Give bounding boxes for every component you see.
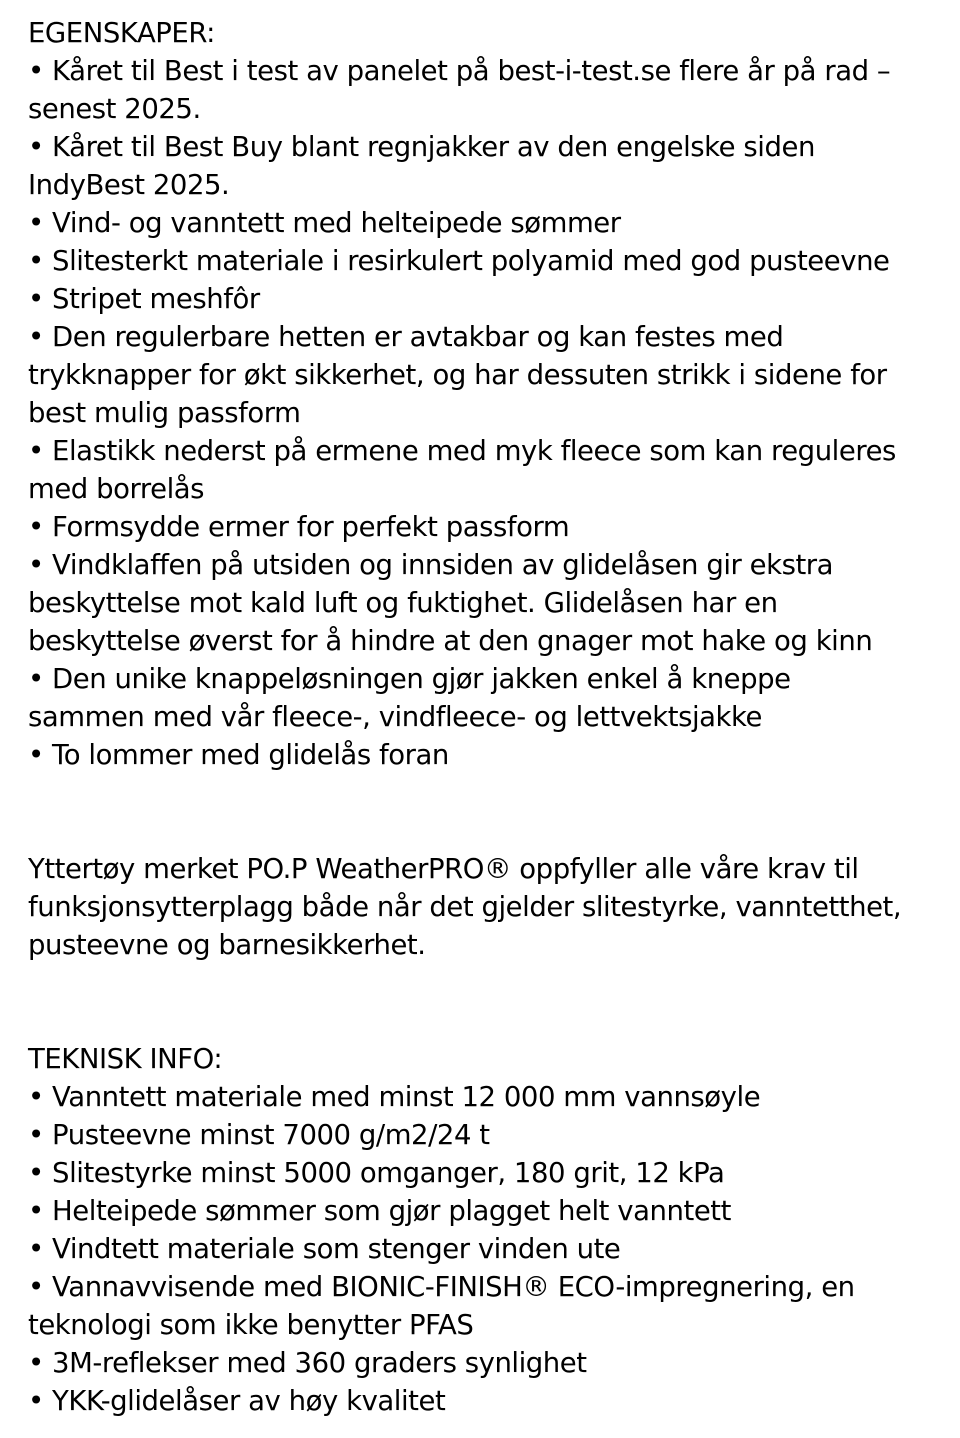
features-line: • Den unike knappeløsningen gjør jakken enkel å kneppe <box>28 663 791 695</box>
features-line: • Elastikk nederst på ermene med myk fleece som kan reguleres <box>28 435 896 467</box>
features-line: beskyttelse øverst for å hindre at den gnager mot hake og kinn <box>28 625 873 657</box>
technical-line: • YKK-glidelåser av høy kvalitet <box>28 1385 446 1417</box>
features-line: • Kåret til Best Buy blant regnjakker av den engelske siden <box>28 131 815 163</box>
features-line: • To lommer med glidelås foran <box>28 739 449 771</box>
features-line: • Slitesterkt materiale i resirkulert polyamid med god pusteevne <box>28 245 890 277</box>
features-line: • Den regulerbare hetten er avtakbar og kan festes med <box>28 321 784 353</box>
technical-line: • 3M-reflekser med 360 graders synlighet <box>28 1347 587 1379</box>
weatherpro-line: pusteevne og barnesikkerhet. <box>28 929 426 961</box>
technical-line: • Slitestyrke minst 5000 omganger, 180 grit, 12 kPa <box>28 1157 725 1189</box>
features-line: sammen med vår fleece-, vindfleece- og lettvektsjakke <box>28 701 762 733</box>
technical-line: • Helteipede sømmer som gjør plagget helt vanntett <box>28 1195 731 1227</box>
product-description <box>28 14 944 1420</box>
features-line: • Vind- og vanntett med helteipede sømmer <box>28 207 621 239</box>
technical-section <box>28 1040 944 1420</box>
weatherpro-line: funksjonsytterplagg både når det gjelder slitestyrke, vanntetthet, <box>28 891 902 923</box>
features-line: • Kåret til Best i test av panelet på best-i-test.se flere år på rad – <box>28 55 891 87</box>
technical-heading: TEKNISK INFO: <box>28 1043 223 1075</box>
technical-line: • Vannavvisende med BIONIC-FINISH® ECO-impregnering, en <box>28 1271 855 1303</box>
features-section <box>28 14 944 774</box>
features-line: • Vindklaffen på utsiden og innsiden av glidelåsen gir ekstra <box>28 549 834 581</box>
features-line: IndyBest 2025. <box>28 169 230 201</box>
weatherpro-line: Yttertøy merket PO.P WeatherPRO® oppfyller alle våre krav til <box>28 853 859 885</box>
technical-line: teknologi som ikke benytter PFAS <box>28 1309 474 1341</box>
weatherpro-paragraph <box>28 850 944 964</box>
features-line: • Stripet meshfôr <box>28 283 260 315</box>
section-spacer <box>28 964 944 1040</box>
technical-line: • Vindtett materiale som stenger vinden ute <box>28 1233 621 1265</box>
features-line: beskyttelse mot kald luft og fuktighet. Glidelåsen har en <box>28 587 778 619</box>
technical-line: • Pusteevne minst 7000 g/m2/24 t <box>28 1119 490 1151</box>
section-spacer <box>28 774 944 850</box>
features-line: trykknapper for økt sikkerhet, og har dessuten strikk i sidene for <box>28 359 887 391</box>
features-line: senest 2025. <box>28 93 201 125</box>
features-heading: EGENSKAPER: <box>28 17 215 49</box>
features-line: med borrelås <box>28 473 205 505</box>
technical-line: • Vanntett materiale med minst 12 000 mm vannsøyle <box>28 1081 761 1113</box>
features-line: best mulig passform <box>28 397 301 429</box>
features-line: • Formsydde ermer for perfekt passform <box>28 511 570 543</box>
